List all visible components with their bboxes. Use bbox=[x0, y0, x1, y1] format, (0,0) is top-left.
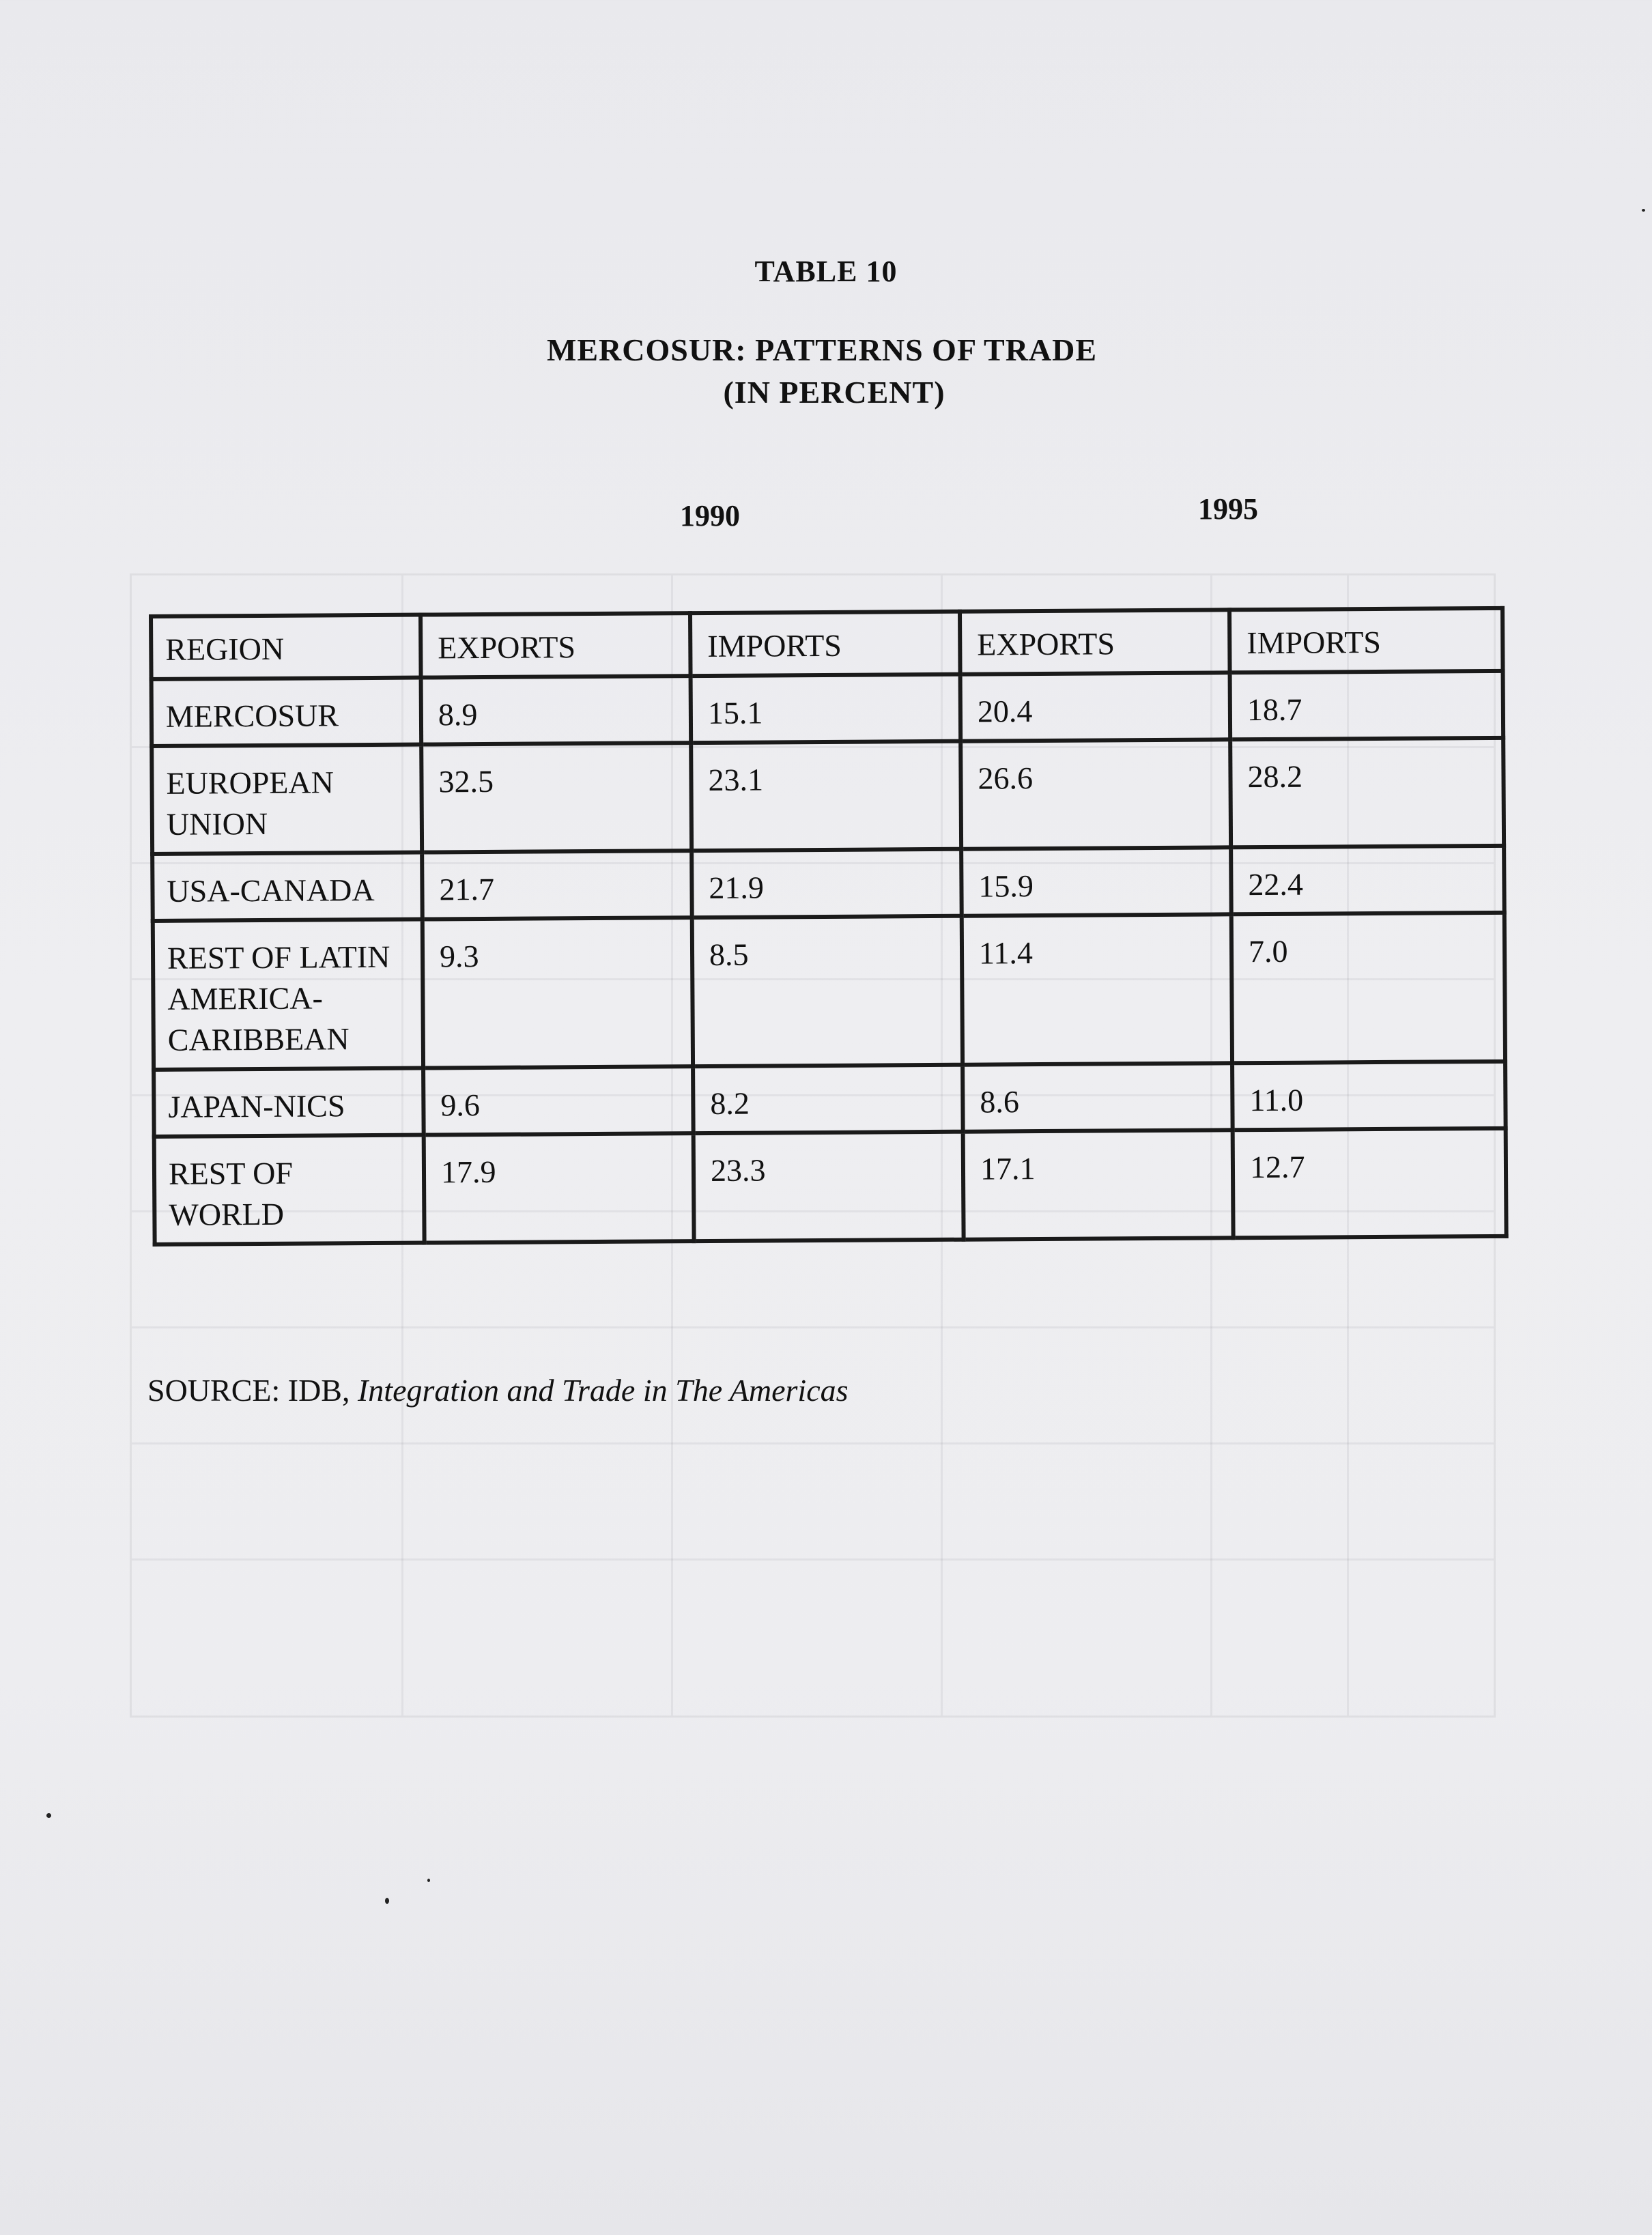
header-cell-region: REGION bbox=[151, 615, 421, 679]
region-cell: USA-CANADA bbox=[152, 853, 423, 921]
header-cell-exports-1995: EXPORTS bbox=[960, 610, 1230, 674]
table-number: TABLE 10 bbox=[754, 255, 898, 288]
paper-speck bbox=[1642, 209, 1645, 212]
imports-1990-cell: 8.5 bbox=[692, 916, 963, 1066]
imports-1995-cell: 18.7 bbox=[1230, 671, 1504, 739]
exports-1990-cell: 9.3 bbox=[423, 917, 693, 1068]
imports-1990-cell: 23.3 bbox=[694, 1132, 964, 1241]
table-row bbox=[152, 738, 1504, 854]
source-prefix: SOURCE: IDB, bbox=[147, 1373, 358, 1408]
source-note bbox=[147, 1372, 849, 1408]
exports-1995-cell: 15.9 bbox=[961, 847, 1231, 915]
exports-1990-cell: 21.7 bbox=[422, 851, 692, 919]
imports-1990-cell: 8.2 bbox=[693, 1065, 963, 1133]
exports-1995-cell: 20.4 bbox=[960, 672, 1231, 741]
table-row bbox=[152, 671, 1504, 746]
region-cell: REST OF LATIN AMERICA-CARIBBEAN bbox=[153, 920, 423, 1070]
table-subtitle: (IN PERCENT) bbox=[723, 375, 945, 410]
imports-1990-cell: 21.9 bbox=[692, 849, 962, 917]
region-cell: EUROPEAN UNION bbox=[152, 745, 422, 854]
header-cell-imports-1990: IMPORTS bbox=[690, 612, 960, 676]
year-heading-1995: 1995 bbox=[1198, 492, 1258, 526]
region-cell: REST OF WORLD bbox=[154, 1135, 425, 1244]
paper-speck bbox=[385, 1898, 389, 1904]
year-heading-1990: 1990 bbox=[680, 499, 740, 532]
paper-speck bbox=[427, 1879, 430, 1882]
header-cell-exports-1990: EXPORTS bbox=[421, 613, 691, 677]
imports-1995-cell: 22.4 bbox=[1231, 846, 1505, 914]
imports-1995-cell: 11.0 bbox=[1232, 1062, 1506, 1130]
imports-1995-cell: 12.7 bbox=[1233, 1128, 1507, 1238]
header-row bbox=[151, 608, 1503, 679]
imports-1990-cell: 23.1 bbox=[691, 741, 961, 851]
exports-1995-cell: 17.1 bbox=[963, 1130, 1234, 1239]
source-publication-title: Integration and Trade in The Americas bbox=[357, 1373, 849, 1408]
exports-1995-cell: 11.4 bbox=[962, 914, 1232, 1064]
paper-speck bbox=[46, 1813, 51, 1818]
imports-1995-cell: 7.0 bbox=[1231, 913, 1505, 1063]
trade-patterns-table bbox=[149, 606, 1509, 1247]
header-cell-imports-1995: IMPORTS bbox=[1229, 608, 1503, 672]
exports-1990-cell: 32.5 bbox=[421, 743, 692, 852]
table-row bbox=[154, 1062, 1506, 1137]
imports-1995-cell: 28.2 bbox=[1230, 738, 1504, 847]
exports-1990-cell: 17.9 bbox=[424, 1133, 694, 1242]
table-row bbox=[153, 913, 1505, 1070]
exports-1995-cell: 8.6 bbox=[963, 1063, 1233, 1131]
exports-1990-cell: 9.6 bbox=[423, 1066, 694, 1135]
table-row bbox=[152, 846, 1505, 921]
table-title: MERCOSUR: PATTERNS OF TRADE bbox=[546, 332, 1098, 367]
region-cell: JAPAN-NICS bbox=[154, 1068, 424, 1137]
table-row bbox=[154, 1128, 1507, 1244]
exports-1995-cell: 26.6 bbox=[960, 739, 1231, 849]
imports-1990-cell: 15.1 bbox=[691, 674, 961, 743]
region-cell: MERCOSUR bbox=[152, 678, 422, 746]
exports-1990-cell: 8.9 bbox=[421, 676, 692, 744]
